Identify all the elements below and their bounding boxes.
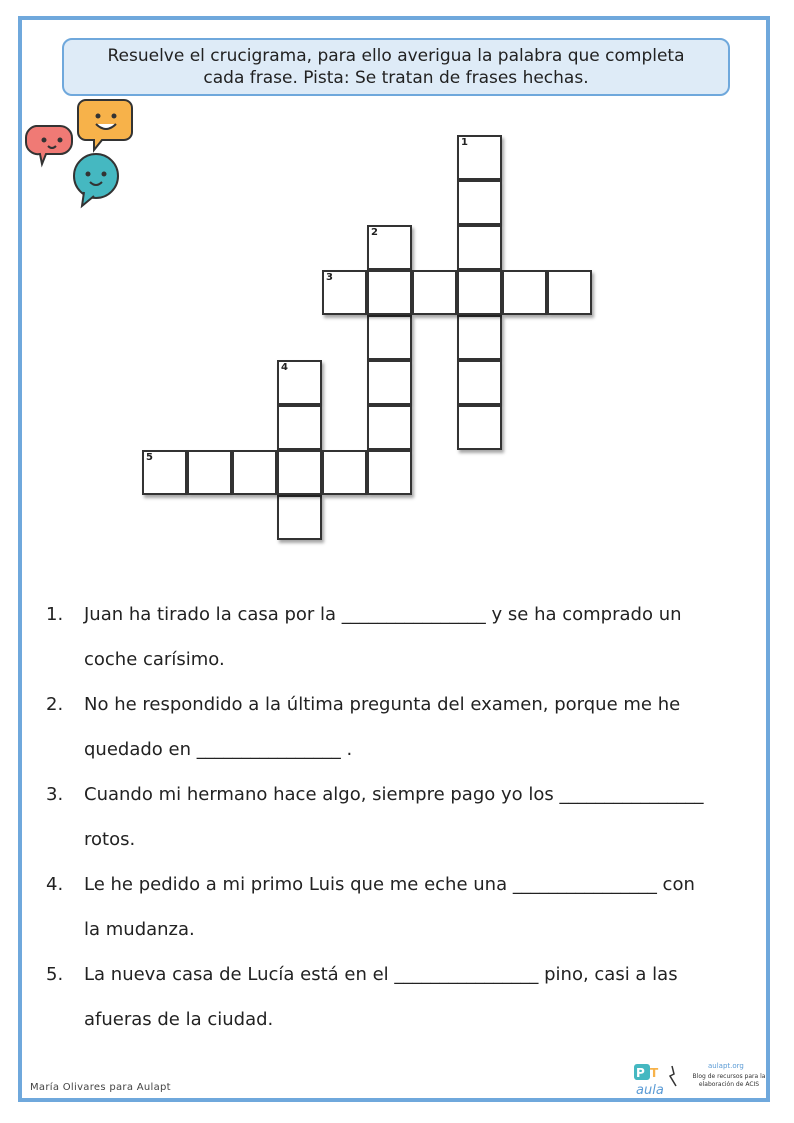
author-credit: María Olivares para Aulapt [30,1082,171,1093]
clue-text-line: La nueva casa de Lucía está en el ________________ pino, casi a las [84,964,678,985]
logo-tagline: Blog de recursos para la elaboración de ACIS [692,1073,766,1088]
crossword-cell[interactable] [457,360,502,405]
clue-number: 1. [46,604,64,625]
crossword-cell[interactable] [457,180,502,225]
clue-number: 4. [46,874,64,895]
crossword-cell[interactable] [457,315,502,360]
crossword-cell[interactable] [232,450,277,495]
pt-aula-logo-icon [630,1062,686,1098]
crossword-cell[interactable] [187,450,232,495]
clue-number-label: 4 [281,362,288,373]
instructions-box [62,38,730,96]
clue-item [40,862,760,952]
crossword-cell[interactable] [457,135,502,180]
red-bubble-icon [26,126,72,164]
clue-number-label: 3 [326,272,333,283]
svg-text:aula: aula [636,1083,664,1098]
clue-text-line: Cuando mi hermano hace algo, siempre pago yo los ________________ [84,784,704,805]
clue-number: 5. [46,964,64,985]
clue-list [40,592,760,1042]
clue-text-line: Le he pedido a mi primo Luis que me eche una ________________ con [84,874,695,895]
clue-text-line: afueras de la ciudad. [84,1009,274,1030]
crossword-cell[interactable] [412,270,457,315]
clue-number: 3. [46,784,64,805]
crossword-cell[interactable] [502,270,547,315]
crossword-cell[interactable] [322,450,367,495]
clue-text-line: Juan ha tirado la casa por la ________________ y se ha comprado un [84,604,682,625]
crossword-cell[interactable] [367,270,412,315]
crossword-cell[interactable] [367,450,412,495]
teal-bubble-icon [74,154,118,206]
crossword-cell[interactable] [457,405,502,450]
instructions-line-2: cada frase. Pista: Se tratan de frases hechas. [203,68,589,88]
crossword-cell[interactable] [367,315,412,360]
clue-text-line: quedado en ________________ . [84,739,353,760]
aulapt-logo [626,1060,766,1100]
speech-bubbles-icon [22,96,134,210]
crossword-cell[interactable] [547,270,592,315]
crossword-cell[interactable] [277,450,322,495]
clue-text-line: rotos. [84,829,136,850]
clue-text-line: coche carísimo. [84,649,225,670]
svg-text:T: T [650,1066,659,1080]
crossword-cell[interactable] [367,225,412,270]
crossword-cell[interactable] [457,225,502,270]
crossword-cell[interactable] [322,270,367,315]
crossword-cell[interactable] [277,405,322,450]
crossword-cell[interactable] [367,360,412,405]
instructions-line-1: Resuelve el crucigrama, para ello averigua la palabra que completa [107,46,685,66]
clue-item [40,592,760,682]
crossword-cell[interactable] [367,405,412,450]
svg-text:P: P [636,1066,645,1080]
clue-number-label: 1 [461,137,468,148]
clue-text-line: No he respondido a la última pregunta del examen, porque me he [84,694,681,715]
clue-number-label: 5 [146,452,153,463]
orange-bubble-icon [78,100,132,150]
crossword-cell[interactable] [277,360,322,405]
clue-number: 2. [46,694,64,715]
clue-item [40,772,760,862]
clue-text-line: la mudanza. [84,919,195,940]
clue-item [40,952,760,1042]
crossword-cell[interactable] [457,270,502,315]
logo-url: aulapt.org [708,1062,744,1070]
crossword-cell[interactable] [142,450,187,495]
clue-item [40,682,760,772]
crossword-cell[interactable] [277,495,322,540]
clue-number-label: 2 [371,227,378,238]
